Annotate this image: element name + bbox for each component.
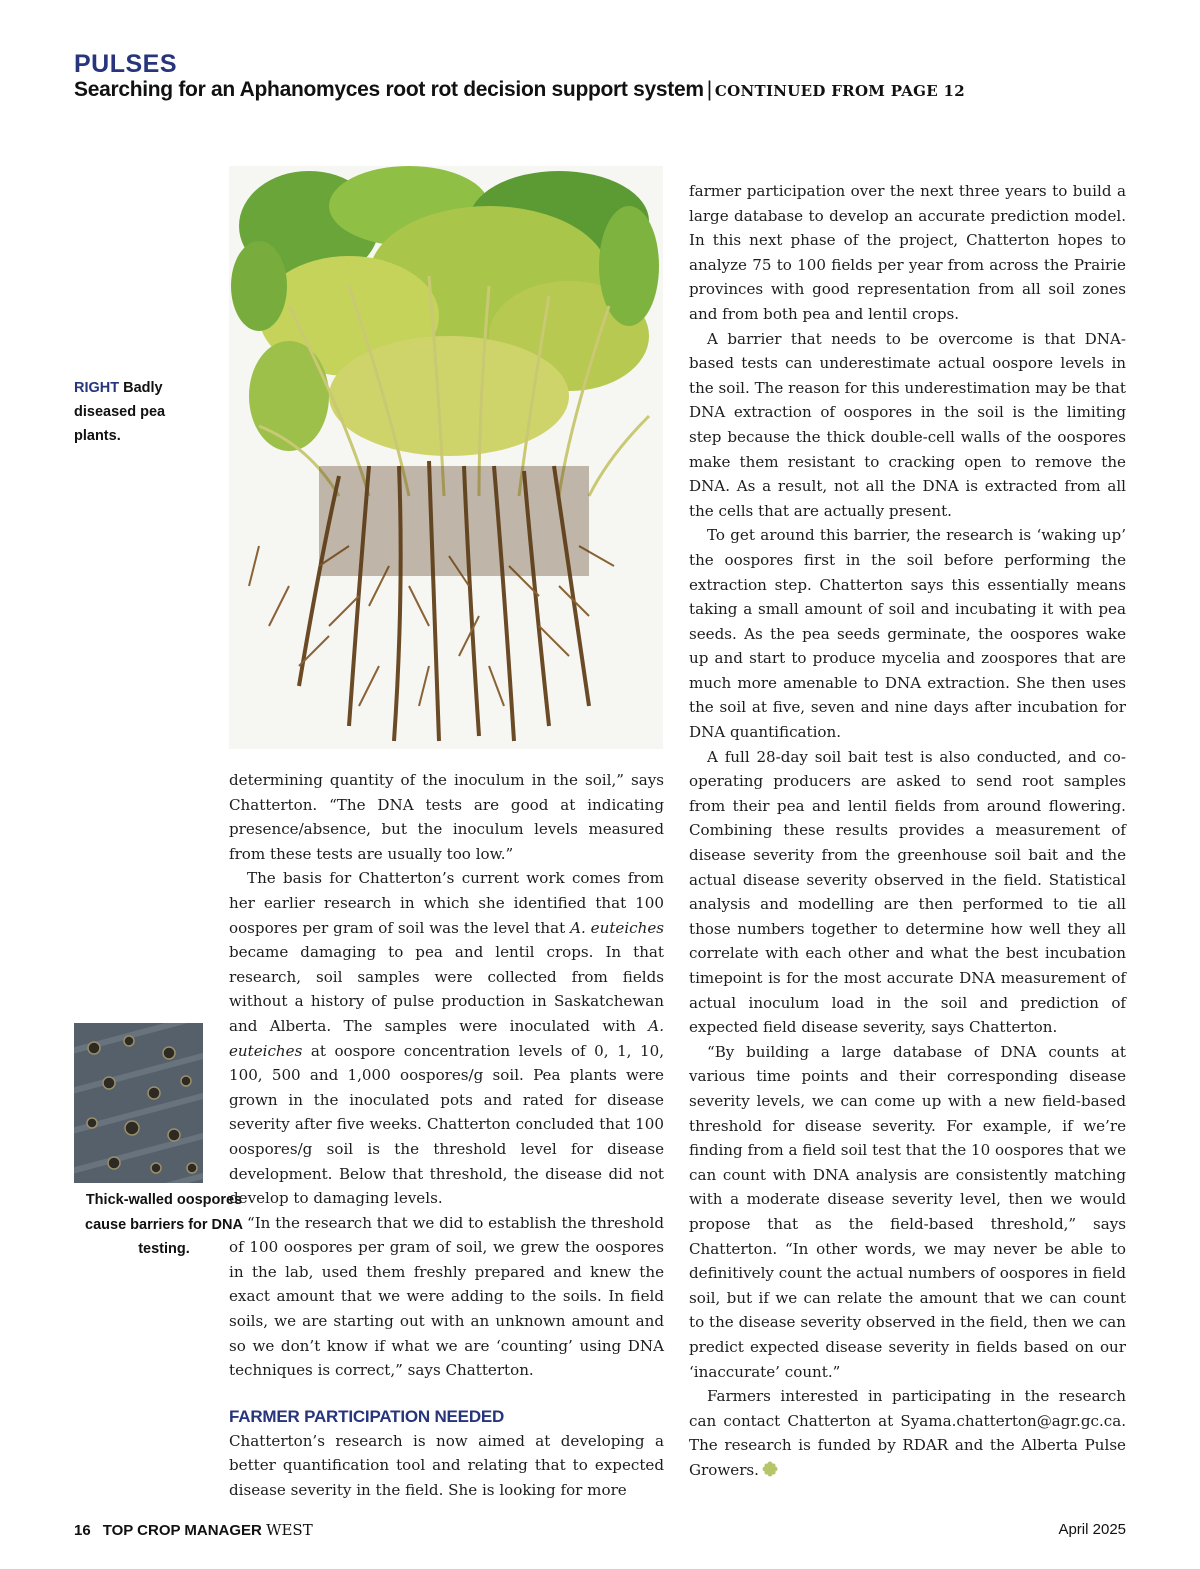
paragraph: To get around this barrier, the research is ‘waking up’ the oospores first in the soil before performing the extraction step. Chatterton says this essentially means taking a small amount of soil and incubating it with pea seeds. As the pea seeds germinate, the oospores wake up and start to produce mycelia and zoospores that are much more amenable to DNA extraction. She then uses the soil at five, seven and nine days after incubation for DNA quantification. (689, 526, 1126, 742)
end-mark-icon (762, 1461, 778, 1477)
paragraph: The basis for Chatterton’s current work comes from her earlier research in which she identified that 100 oospores per gram of soil was the level that A. euteiches became damaging to pea and lentil crops. In that research, soil samples were collected from fields without a history of pulse production in Saskatchewan and Alberta. The samples were inoculated with A. euteiches at oospore concentration levels of 0, 1, 10, 100, 500 and 1,000 oospores/g soil. Pea plants were grown in the inoculated pots and rated for disease severity after five weeks. Chatterton concluded that 100 oospores/g soil is the threshold level for disease development. Below that threshold, the disease did not develop to damaging levels. (229, 869, 665, 1208)
paragraph: determining quantity of the inoculum in the soil,” says Chatterton. “The DNA tests are good at indicating presence/absence, but the inoculum levels measured from these tests are usually too low.” (229, 771, 664, 863)
section-subhead: FARMER PARTICIPATION NEEDED (229, 1406, 505, 1426)
pea-plants-photo (229, 166, 663, 749)
species-name: A. euteiches (570, 918, 665, 937)
species-name: A. euteiches (229, 1016, 664, 1060)
continued-from-link[interactable]: CONTINUED FROM PAGE 12 (714, 82, 965, 100)
paragraph: “In the research that we did to establish the threshold of 100 oospores per gram of soil, we grew the oospores in the lab, used them freshly prepared and knew the exact amount that we were adding to the soils. In field soils, we are starting out with an unknown amount and so we don’t know if what we are ‘counting’ using DNA techniques is correct,” says Chatterton. (229, 1213, 664, 1380)
page-number: 16 (74, 1522, 91, 1539)
magazine-name: TOP CROP MANAGER (102, 1522, 262, 1539)
closing-text: Farmers interested in participating in the research can contact Chatterton at Syama.chatterton@agr.gc.ca. The research is funded by RDAR and the Alberta Pulse Growers. (689, 1387, 1126, 1479)
headline-title: Searching for an Aphanomyces root rot decision support system (74, 78, 704, 101)
headline-separator: | (706, 78, 712, 101)
main-photo-caption (74, 376, 184, 448)
page-footer (74, 1521, 313, 1539)
paragraph: farmer participation over the next three years to build a large database to develop an accurate prediction model. In this next phase of the project, Chatterton hopes to analyze 75 to 100 fields per year from across the Prairie provinces with good representation from all soil zones and from both pea and lentil crops. (689, 182, 1126, 323)
magazine-edition: WEST (266, 1521, 313, 1539)
article-column-right (689, 179, 1126, 1482)
paragraph: A full 28-day soil bait test is also conducted, and co-operating producers are asked to send root samples from their pea and lentil fields from around flowering. Combining these results provides a measurement of disease severity from the greenhouse soil bait and the actual disease severity observed in the field. Statistical analysis and modelling are then performed to tie all those numbers together to determine how well they all correlate with each other and what the best incubation timepoint is for the most accurate DNA measurement of actual inoculum load in the soil and prediction of expected field disease severity, says Chatterton. (689, 747, 1126, 1037)
small-photo-caption: Thick-walled oospores cause barriers for DNA testing. (85, 1192, 243, 1257)
article-column-left (229, 768, 664, 1503)
paragraph: A barrier that needs to be overcome is that DNA-based tests can underestimate actual oospore levels in the soil. The reason for this underestimation may be that DNA extraction of oospores in the soil is the limiting step because the thick double-cell walls of the oospores make them resistant to cracking open to remove the DNA. As a result, not all the DNA is extracted from all the cells that are actually present. (689, 329, 1126, 520)
paragraph: Chatterton’s research is now aimed at developing a better quantification tool and relating that to expected disease severity in the field. She is looking for more (229, 1431, 664, 1500)
oospores-microscopy-photo (74, 1023, 203, 1183)
paragraph: “By building a large database of DNA counts at various time points and their corresponding disease severity levels, we can come up with a new field-based threshold for disease severity. For example, if we’re finding from a field soil test that the 10 oospores that we can count with DNA analysis are consistently matching with a moderate disease severity level, then we would propose that as the field-based threshold,” says Chatterton. “In other words, we may never be able to definitively count the actual numbers of oospores in field soil, but if we can relate the amount that we can count to the disease severity observed in the field, then we can predict expected disease severity in fields based on our ‘inaccurate’ count.” (689, 1042, 1126, 1381)
caption-text: Badly diseased pea plants. (74, 380, 166, 444)
article-headline (74, 78, 965, 102)
section-label: PULSES (74, 50, 178, 78)
caption-keyword: RIGHT (74, 380, 120, 396)
issue-date: April 2025 (1058, 1521, 1126, 1538)
paragraph (689, 1384, 1126, 1482)
